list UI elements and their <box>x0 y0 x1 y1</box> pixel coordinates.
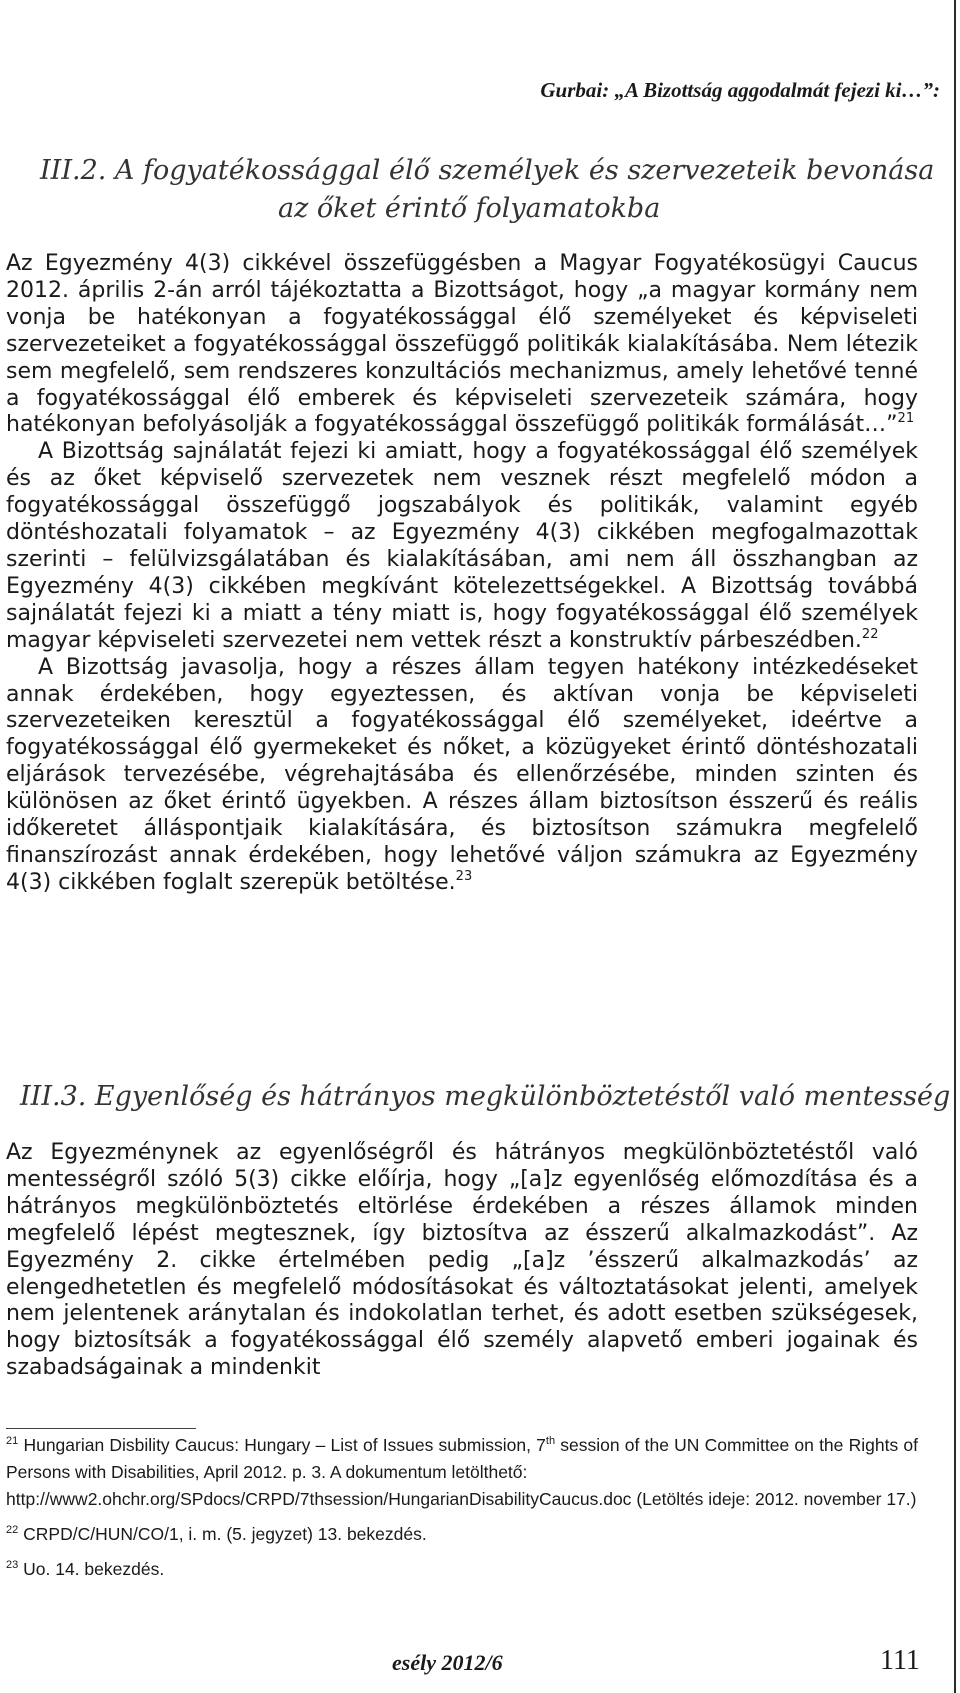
section-iii-2-body <box>6 251 918 897</box>
footnote-number: 22 <box>6 1524 19 1536</box>
footnote-number: 21 <box>6 1435 19 1447</box>
footnote-23 <box>6 1556 918 1583</box>
footnote-superscript: th <box>545 1435 556 1447</box>
footnote-access-date: (Letöltés ideje: 2012. november 17.) <box>636 1489 917 1509</box>
footnote-ref-21[interactable]: 21 <box>897 411 915 427</box>
footnote-ref-22[interactable]: 22 <box>861 626 879 642</box>
footnote-separator <box>6 1428 196 1429</box>
footnote-ref-23[interactable]: 23 <box>455 868 473 884</box>
paragraph <box>6 251 918 439</box>
running-header: Gurbai: „A Bizottság aggodalmát fejezi ki…”: <box>540 78 940 102</box>
footnote-text-cont: session of the UN Committee on the Rights of Persons with Disabilities, April 2012. p. 3. A dokumentum letölthető: <box>6 1435 918 1482</box>
section-heading-iii-2-line1: III.2. A fogyatékossággal élő személyek és szervezeteik bevonása <box>40 155 935 186</box>
footnotes <box>6 1432 918 1583</box>
journal-footer: esély 2012/6 <box>392 1650 503 1675</box>
paragraph <box>6 1140 918 1382</box>
paragraph-text: Az Egyezmény 4(3) cikkével összefüggésben a Magyar Fogyatékosügyi Caucus 2012. április 2-án arról tájékoztatta a Bizottságot, hogy „a magyar kormány nem vonja be hatékonyan a fogyatékossággal élő személyeket és képviseleti szervezeteiket a fogyatékossággal összefüggő politikák kialakításába. Nem létezik sem megfelelő, sem rendszeres konzultációs mechanizmus, amely lehetővé tenné a fogyatékossággal élő emberek és képviseleti szervezeteik számára, hogy hatékonyan befolyásolják a fogyatékossággal összefüggő politikák formálását…” <box>6 251 918 438</box>
paragraph <box>6 655 918 897</box>
footnote-21 <box>6 1432 918 1513</box>
footnote-url-link[interactable]: http://www2.ohchr.org/SPdocs/CRPD/7thsession/HungarianDisabilityCaucus.doc <box>6 1489 632 1509</box>
paragraph-text: A Bizottság javasolja, hogy a részes állam tegyen hatékony intézkedéseket annak érdekében, hogy egyeztessen, és aktívan vonja be képviseleti szervezeteiken keresztül a fogyatékossággal élő személyeket, ideértve a fogyatékossággal élő gyermekeket és nőket, a közügyeket érintő döntéshozatali eljárások tervezésébe, végrehajtásába és ellenőrzésébe, minden szinten és különösen az őket érintő ügyekben. A részes állam biztosítson ésszerű és reális időkeretet álláspontjaik kialakítására, és biztosítson számukra megfelelő finanszírozást annak érdekében, hogy lehetővé váljon számukra az Egyezmény 4(3) cikkében foglalt szerepük betöltése. <box>6 654 918 895</box>
section-heading-iii-2-line2: az őket érintő folyamatokba <box>278 193 661 224</box>
footnote-text: CRPD/C/HUN/CO/1, i. m. (5. jegyzet) 13. bekezdés. <box>23 1524 427 1544</box>
section-iii-3-body <box>6 1140 918 1382</box>
paragraph-text: A Bizottság sajnálatát fejezi ki amiatt, hogy a fogyatékossággal élő személyek és az őket képviselő szervezetek nem vesznek részt megfelelő módon a fogyatékossággal összefüggő jogszabályok és politikák, valamint egyéb döntéshozatali folyamatok – az Egyezmény 4(3) cikkében megfogalmazottak szerinti – felülvizsgálatában és kialakításában, ami nem áll összhangban az Egyezmény 4(3) cikkében megkívánt kötelezettségekkel. A Bizottság továbbá sajnálatát fejezi ki a miatt a tény miatt is, hogy fogyatékossággal élő személyek magyar képviseleti szervezetei nem vettek részt a konstruktív párbeszédben. <box>6 439 918 653</box>
footnote-text: Uo. 14. bekezdés. <box>23 1559 165 1579</box>
paragraph-text: Az Egyezménynek az egyenlőségről és hátrányos megkülönböztetéstől való mentességről szóló 5(3) cikke előírja, hogy „[a]z egyenlőség előmozdítása és a hátrányos megkülönböztetés eltörlése érdekében a részes államok minden megfelelő lépést megtesznek, így biztosítva az ésszerű alkalmazkodást”. Az Egyezmény 2. cikke értelmében pedig „[a]z ’ésszerű alkalmazkodás’ az elengedhetetlen és megfelelő módosításokat és változtatásokat jelenti, amelyek nem jelentenek aránytalan és indokolatlan terhet, és adott esetben szükségesek, hogy biztosítsák a fogyatékossággal élő személy alapvető emberi jogainak és szabadságainak a mindenkit <box>6 1140 918 1381</box>
section-heading-iii-3: III.3. Egyenlőség és hátrányos megkülönböztetéstől való mentesség <box>20 1081 951 1112</box>
paragraph <box>6 439 918 654</box>
page-number: 111 <box>880 1645 920 1676</box>
page-edge-rule <box>954 0 956 1693</box>
footnote-number: 23 <box>6 1559 19 1571</box>
footnote-22 <box>6 1521 918 1548</box>
footnote-text: Hungarian Disbility Caucus: Hungary – List of Issues submission, 7 <box>23 1435 546 1455</box>
